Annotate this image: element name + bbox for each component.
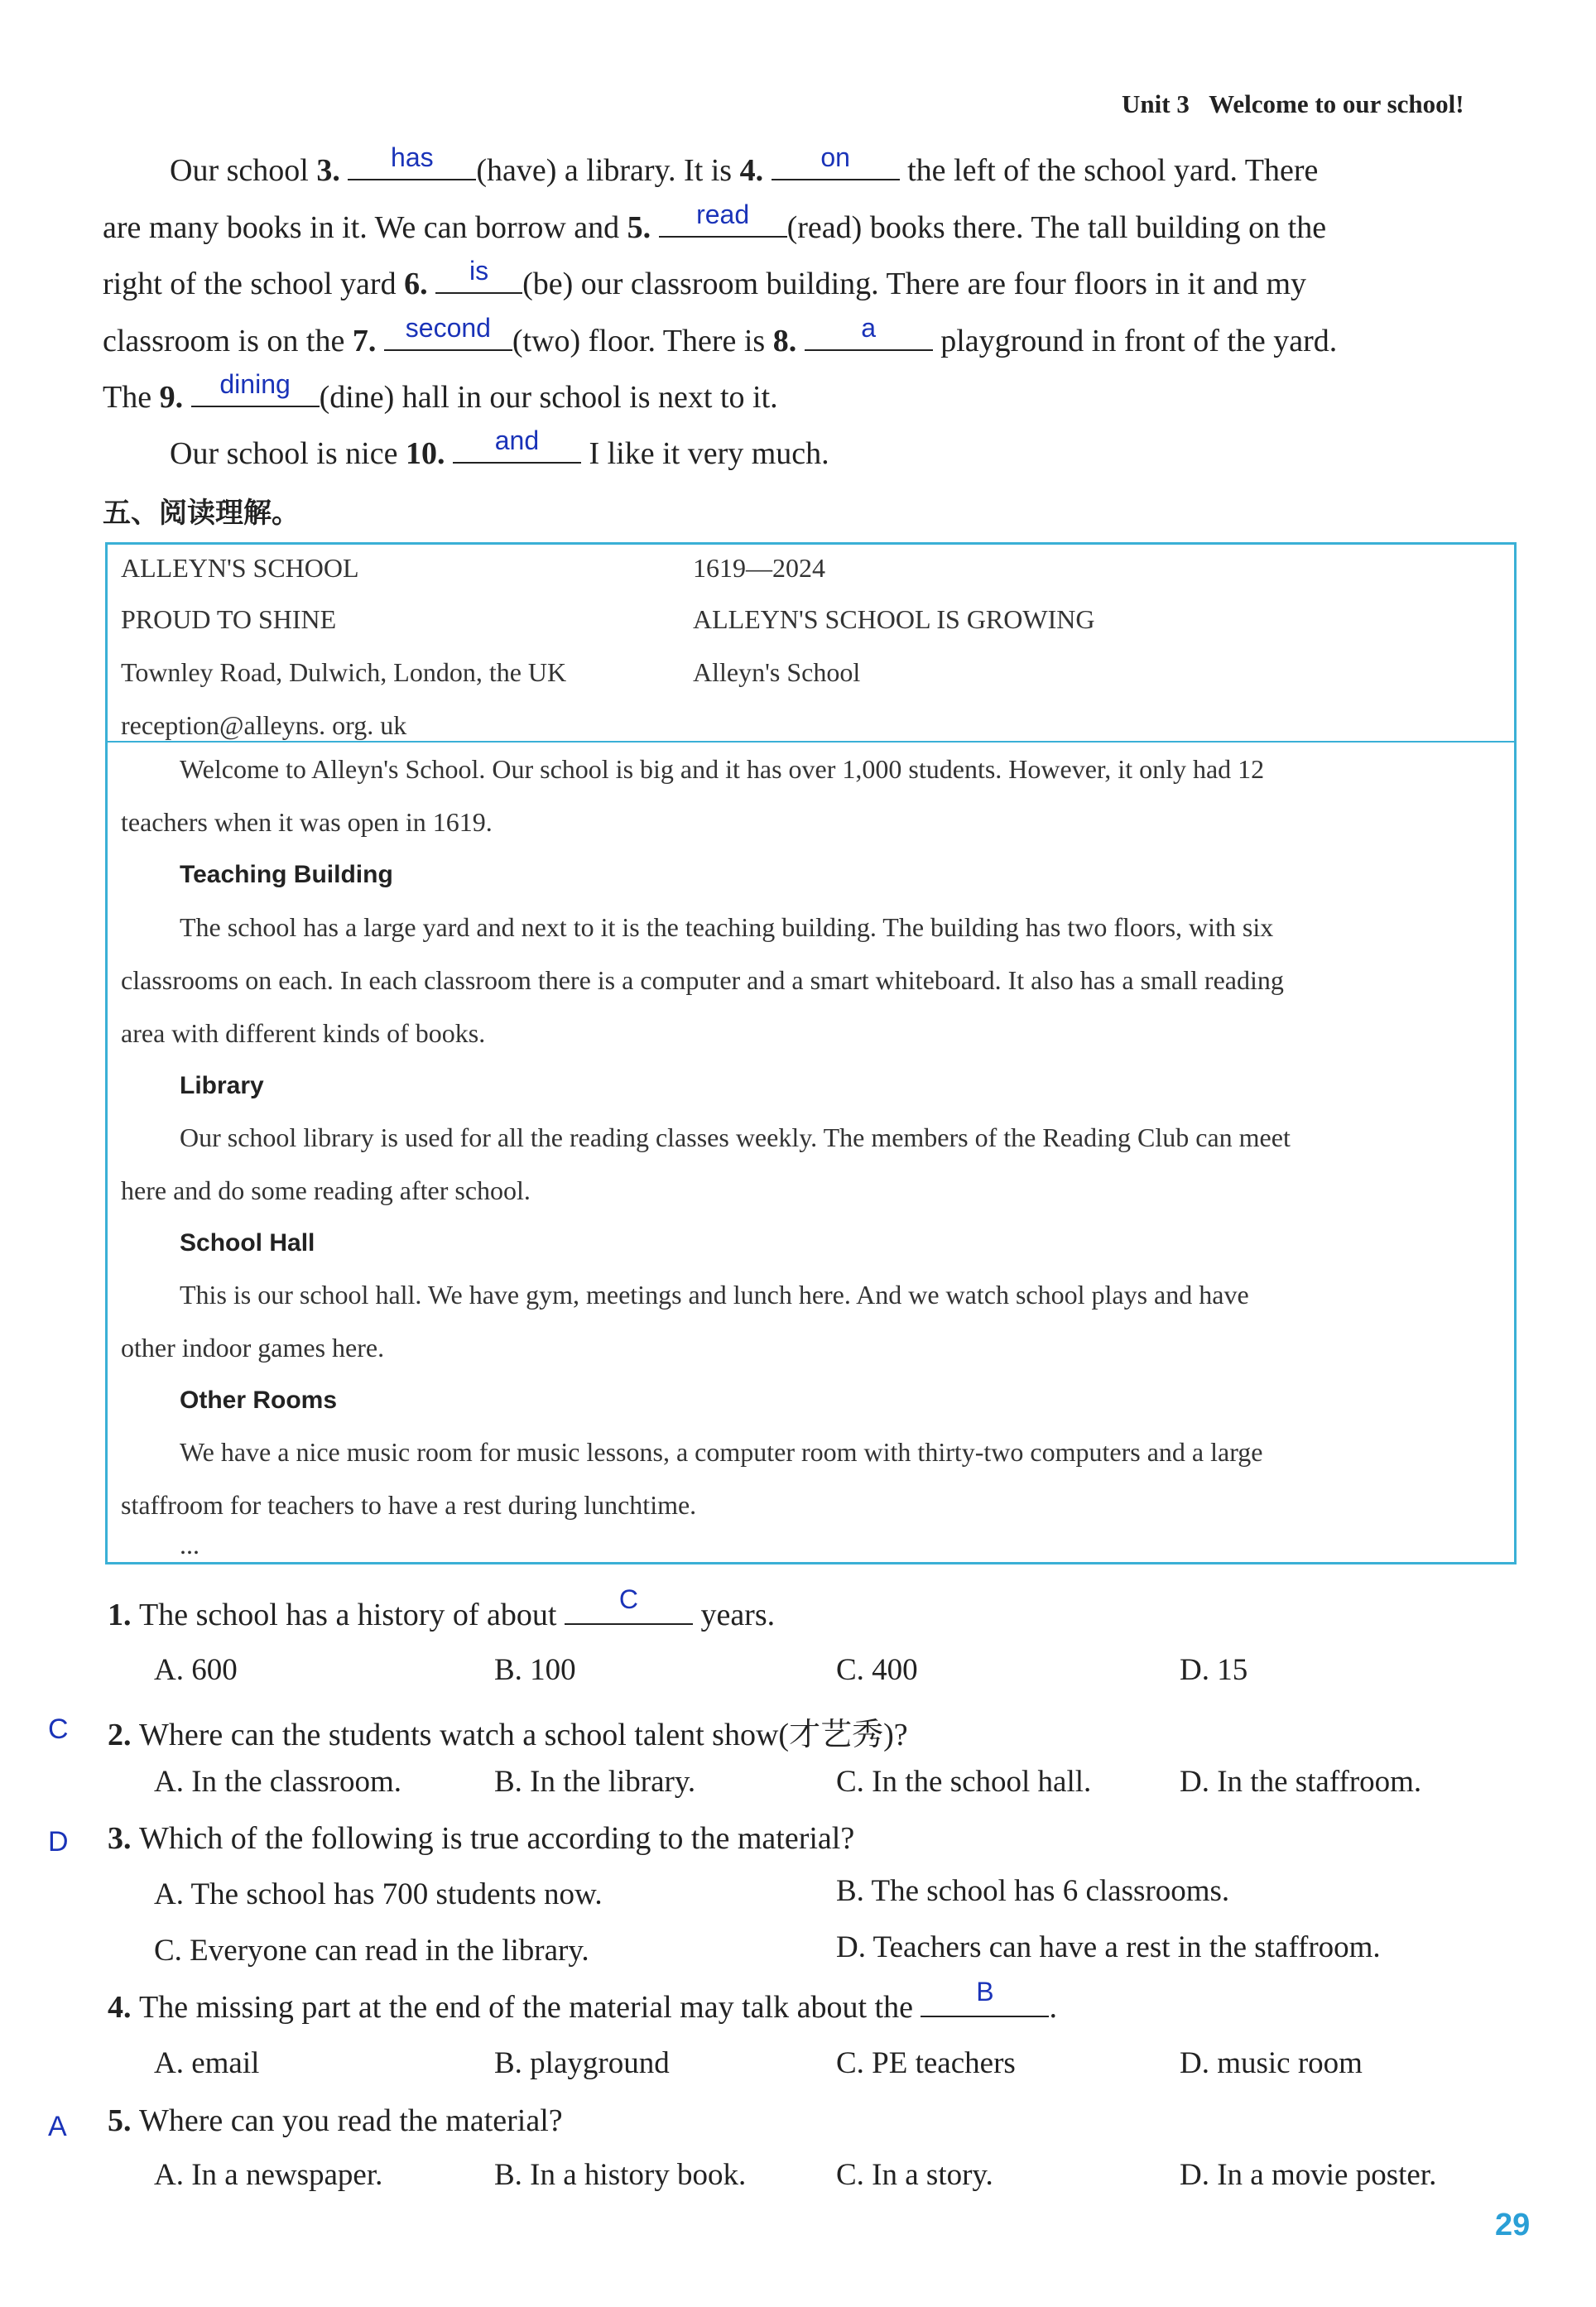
other-rooms-text-2: staffroom for teachers to have a rest during lunchtime. (121, 1490, 697, 1520)
teaching-building-text: The school has a large yard and next to it is the teaching building. The building has two floors, with six (180, 912, 1274, 942)
answer-blank-9[interactable]: dining (191, 379, 320, 407)
school-hall-text: This is our school hall. We have gym, meetings and lunch here. And we watch school plays and have (180, 1280, 1249, 1310)
intro-text-2: teachers when it was open in 1619. (121, 807, 493, 837)
library-text-2: here and do some reading after school. (121, 1175, 531, 1205)
school-name: ALLEYN'S SCHOOL (121, 553, 359, 583)
cloze-line-5: The 9. dining (dine) hall in our school is next to it. (103, 369, 778, 415)
section-title: 五、阅读理解。 (103, 497, 300, 530)
running-header (1122, 89, 1464, 119)
page-number: 29 (1495, 2208, 1531, 2242)
question-2: 2. Where can the students watch a school talent show(才艺秀)? (108, 1718, 908, 1752)
cloze-line-3: right of the school yard 6. is (be) our classroom building. There are four floors in it and my (103, 256, 1307, 301)
option-2a[interactable]: A. In the classroom. (154, 1765, 402, 1799)
cloze-line-2: are many books in it. We can borrow and 5. read (read) books there. The tall building on the (103, 199, 1327, 245)
unit-title: Welcome to our school! (1209, 89, 1464, 118)
side-answer-q5: A (48, 2111, 67, 2142)
option-5a[interactable]: A. In a newspaper. (154, 2158, 383, 2192)
teaching-building-text-2: classrooms on each. In each classroom there is a computer and a smart whiteboard. It also has a small reading (121, 965, 1284, 995)
option-4a[interactable]: A. email (154, 2046, 260, 2080)
school-hall-text-2: other indoor games here. (121, 1333, 385, 1363)
answer-blank-6[interactable]: is (435, 266, 522, 294)
unit-label: Unit 3 (1122, 89, 1190, 118)
cloze-line-4: classroom is on the 7. second (two) floor. There is 8. a playground in front of the yard. (103, 313, 1338, 358)
option-3d[interactable]: D. Teachers can have a rest in the staffroom. (836, 1930, 1381, 1964)
option-3a[interactable]: A. The school has 700 students now. (154, 1877, 603, 1911)
answer-blank-5[interactable]: read (659, 209, 787, 238)
option-5c[interactable]: C. In a story. (836, 2158, 993, 2192)
teaching-building-text-3: area with different kinds of books. (121, 1018, 486, 1048)
answer-blank-8[interactable]: a (805, 323, 933, 351)
heading-school-hall: School Hall (180, 1229, 315, 1257)
option-1c[interactable]: C. 400 (836, 1653, 918, 1687)
school-signature: Alleyn's School (693, 657, 861, 687)
intro-text: Welcome to Alleyn's School. Our school is big and it has over 1,000 students. However, it only had 12 (180, 754, 1265, 784)
reading-material-box (105, 542, 1517, 1564)
option-4d[interactable]: D. music room (1180, 2046, 1363, 2080)
heading-library: Library (180, 1072, 264, 1099)
option-3c[interactable]: C. Everyone can read in the library. (154, 1934, 589, 1968)
question-1: 1. The school has a history of about C years. (108, 1584, 776, 1632)
cloze-line-1: Our school 3. has (have) a library. It is 4. on the left of the school yard. There (170, 142, 1319, 188)
option-2d[interactable]: D. In the staffroom. (1180, 1765, 1422, 1799)
school-email: reception@alleyns. org. uk (121, 710, 407, 740)
option-5b[interactable]: B. In a history book. (494, 2158, 747, 2192)
option-4b[interactable]: B. playground (494, 2046, 670, 2080)
question-4: 4. The missing part at the end of the material may talk about the B . (108, 1977, 1057, 2025)
option-1a[interactable]: A. 600 (154, 1653, 238, 1687)
option-2c[interactable]: C. In the school hall. (836, 1765, 1092, 1799)
school-address: Townley Road, Dulwich, London, the UK (121, 657, 567, 687)
answer-blank-q1[interactable]: C (565, 1597, 693, 1625)
answer-blank-10[interactable]: and (453, 435, 581, 464)
side-answer-q2: C (48, 1713, 69, 1745)
ellipsis: ... (180, 1530, 200, 1560)
answer-blank-7[interactable]: second (384, 323, 512, 351)
library-text: Our school library is used for all the reading classes weekly. The members of the Reading Club can meet (180, 1122, 1291, 1152)
option-1d[interactable]: D. 15 (1180, 1653, 1248, 1687)
option-3b[interactable]: B. The school has 6 classrooms. (836, 1874, 1230, 1908)
school-motto: PROUD TO SHINE (121, 604, 337, 634)
answer-blank-3[interactable]: has (348, 152, 476, 180)
cloze-line-6: Our school is nice 10. and I like it very much. (170, 425, 829, 471)
school-slogan: ALLEYN'S SCHOOL IS GROWING (693, 604, 1095, 634)
school-years: 1619—2024 (693, 553, 825, 583)
answer-blank-q4[interactable]: B (921, 1989, 1049, 2017)
option-4c[interactable]: C. PE teachers (836, 2046, 1016, 2080)
option-2b[interactable]: B. In the library. (494, 1765, 696, 1799)
other-rooms-text: We have a nice music room for music lessons, a computer room with thirty-two computers and a large (180, 1437, 1263, 1467)
heading-other-rooms: Other Rooms (180, 1387, 338, 1414)
question-3: 3. Which of the following is true according to the material? (108, 1821, 855, 1856)
option-1b[interactable]: B. 100 (494, 1653, 576, 1687)
answer-blank-4[interactable]: on (772, 152, 900, 180)
box-divider (108, 741, 1514, 743)
heading-teaching-building: Teaching Building (180, 861, 393, 888)
side-answer-q3: D (48, 1826, 69, 1858)
question-5: 5. Where can you read the material? (108, 2103, 563, 2138)
option-5d[interactable]: D. In a movie poster. (1180, 2158, 1437, 2192)
